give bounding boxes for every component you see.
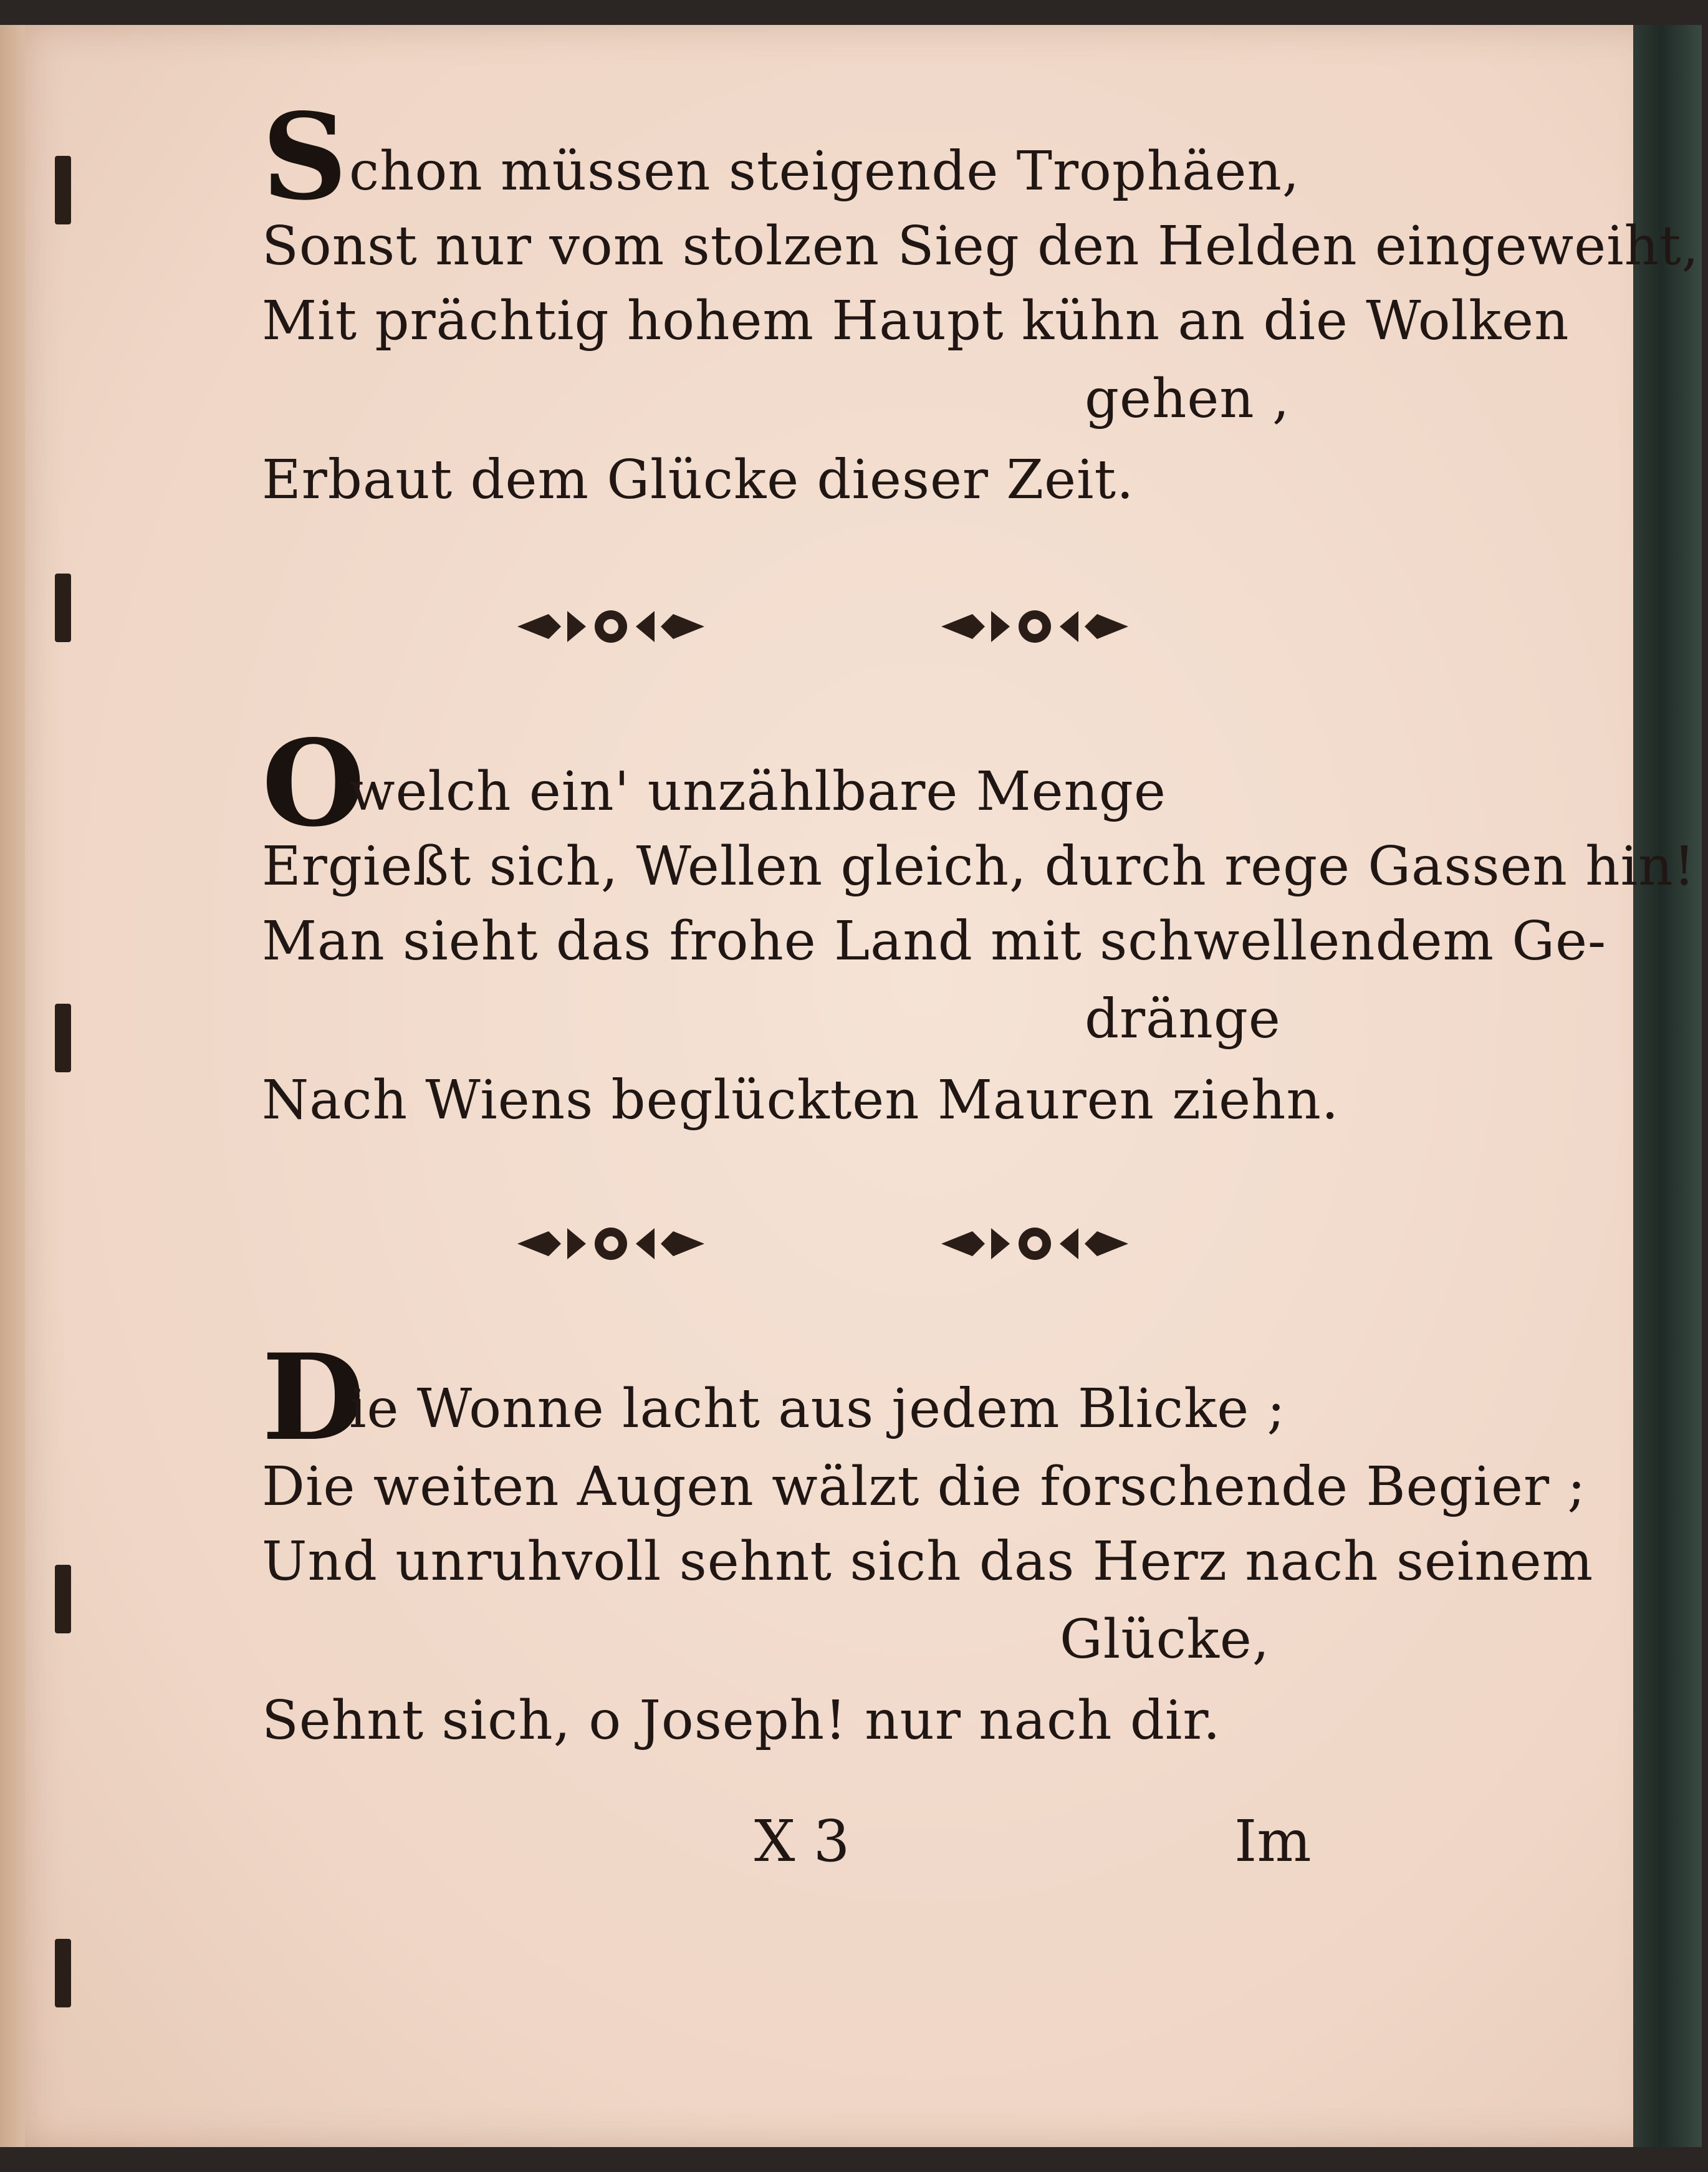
poem-line: ie Wonne lacht aus jedem Blicke ;: [349, 1378, 1286, 1440]
poem-line: Sonst nur vom stolzen Sieg den Helden eingeweiht,: [262, 215, 1699, 277]
binding-stitch: [55, 1939, 71, 2007]
poem-line: Man sieht das frohe Land mit schwellendem Ge-: [262, 910, 1607, 973]
book-spine: [1633, 25, 1702, 2147]
drop-cap-initial: D: [262, 1328, 365, 1467]
fleuron-icon: [935, 1213, 1135, 1275]
fleuron-icon: [511, 1213, 711, 1275]
poem-line: Erbaut dem Glücke dieser Zeit.: [262, 449, 1135, 511]
ornament-divider: [511, 1213, 1135, 1281]
poem-line-runover: gehen ,: [1085, 368, 1290, 430]
ornament-divider: [511, 595, 1135, 664]
binding-stitch: [55, 1565, 71, 1633]
poem-line: Nach Wiens beglückten Mauren ziehn.: [262, 1069, 1340, 1132]
binding-stitch: [55, 574, 71, 642]
signature-mark: X 3: [754, 1808, 850, 1875]
poem-line: Mit prächtig hohem Haupt kühn an die Wolken: [262, 290, 1570, 352]
poem-line-runover: Glücke,: [1060, 1608, 1270, 1671]
poem-line-runover: dränge: [1085, 988, 1281, 1050]
poem-line: Sehnt sich, o Joseph! nur nach dir.: [262, 1689, 1221, 1752]
binding-stitch: [55, 156, 71, 224]
poem-line: Ergießt sich, Wellen gleich, durch rege Gassen hin!: [262, 835, 1696, 898]
poem-line: welch ein' unzählbare Menge: [349, 761, 1166, 823]
drop-cap-initial: S: [262, 87, 348, 226]
poem-line: Und unruhvoll sehnt sich das Herz nach seinem: [262, 1530, 1594, 1593]
poem-line: Die weiten Augen wälzt die forschende Begier ;: [262, 1456, 1586, 1518]
catchword: Im: [1234, 1808, 1312, 1875]
fleuron-icon: [511, 595, 711, 658]
poem-line: chon müssen steigende Trophäen,: [349, 140, 1300, 203]
fleuron-icon: [935, 595, 1135, 658]
drop-cap-initial: O: [262, 714, 365, 853]
binding-stitch: [55, 1004, 71, 1072]
